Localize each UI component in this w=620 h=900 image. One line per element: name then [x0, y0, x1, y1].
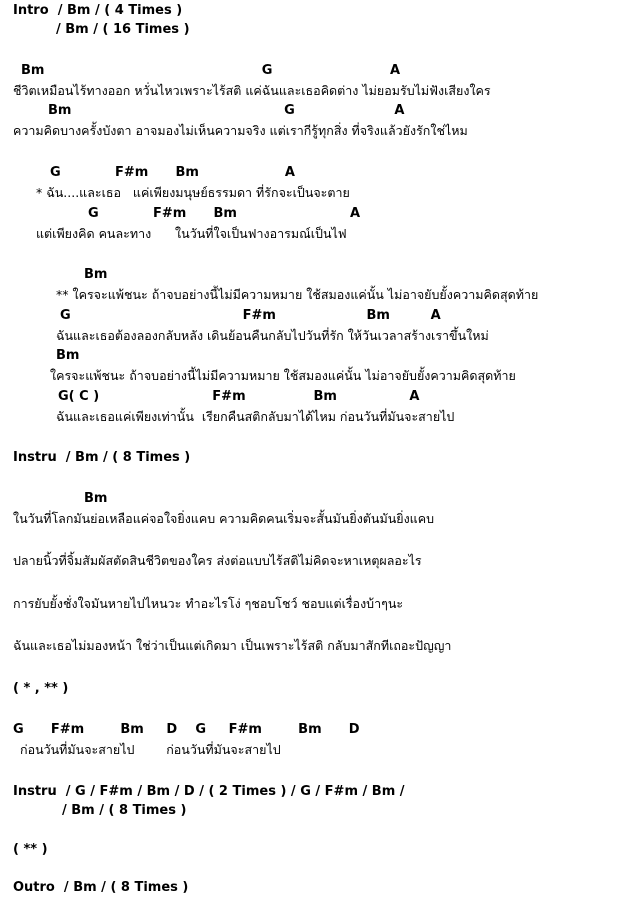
chord-line: Bm G A [48, 103, 405, 118]
chord-line: G F#m Bm A [50, 165, 295, 180]
lyric-line: ชีวิตเหมือนไร้ทางออก หวั่นไหวเพราะไร้สติ แค่ฉันและเธอคิดต่าง ไม่ยอมรับไม่ฟังเสียงใคร [13, 83, 491, 98]
chord-line: G F#m Bm A [88, 206, 361, 221]
outro-line: Outro / Bm / ( 8 Times ) [13, 880, 189, 895]
lyric-line: ปลายนิ้วที่จิ้มสัมผัสตัดสินชีวิตของใคร ส่งต่อแบบไร้สติไม่คิดจะหาเหตุผลอะไร [13, 553, 422, 568]
chord-line: Bm G A [21, 63, 401, 78]
chord-line: G F#m Bm D G F#m Bm D [13, 722, 360, 737]
lyric-line: การยับยั้งชั่งใจมันหายไปไหนวะ ทำอะไรโง่ ๆชอบโชว์ ชอบแต่เรื่องบ้าๆนะ [13, 596, 404, 611]
lyric-line: ความคิดบางครั้งบังตา อาจมองไม่เห็นความจริง แต่เรากีรู้ทุกสิ่ง ที่จริงแล้วยังรักใช่ไหม [13, 123, 468, 138]
repeat-marker: ( ** ) [13, 842, 48, 857]
lyric-line: ฉันและเธอไม่มองหน้า ใช่ว่าเป็นแต่เกิดมา เป็นเพราะไร้สติ กลับมาสักทีเถอะปัญญา [13, 638, 452, 653]
intro-line: Intro / Bm / ( 4 Times ) [13, 3, 183, 18]
lyric-line: ในวันที่โลกมันย่อเหลือแค่จอใจยิ่งแคบ ความคิดคนเริ่มจะสั้นมันยิ่งตันมันยิ่งแคบ [13, 511, 435, 526]
chord-line: G( C ) F#m Bm A [58, 389, 420, 404]
repeat-marker: ( * , ** ) [13, 681, 69, 696]
lyric-line: แต่เพียงคิด คนละทาง ในวันที่ใจเป็นฟางอารมณ์เป็นไฟ [36, 226, 347, 241]
chord-line: Bm [84, 267, 108, 282]
instru-line: Instru / Bm / ( 8 Times ) [13, 450, 191, 465]
lyric-line: ฉันและเธอต้องลองกลับหลัง เดินย้อนคืนกลับไปวันที่รัก ให้วันเวลาสร้างเราขึ้นใหม่ [56, 328, 489, 343]
instru-line: Instru / G / F#m / Bm / D / ( 2 Times ) / G / F#m / Bm / [13, 784, 405, 799]
lyric-line: ** ใครจะแพ้ชนะ ถ้าจบอย่างนี้ไม่มีความหมาย ใช้สมองแค่นั้น ไม่อาจยับยั้งความคิดสุดท้าย [56, 287, 539, 302]
chord-line: G F#m Bm A [60, 308, 441, 323]
lyric-line: ใครจะแพ้ชนะ ถ้าจบอย่างนี้ไม่มีความหมาย ใช้สมองแค่นั้น ไม่อาจยับยั้งความคิดสุดท้าย [50, 368, 516, 383]
instru-line-2: / Bm / ( 8 Times ) [62, 803, 187, 818]
lyric-line: ฉันและเธอแค่เพียงเท่านั้น เรียกคืนสติกลับมาได้ไหม ก่อนวันที่มันจะสายไป [56, 409, 455, 424]
intro-line-2: / Bm / ( 16 Times ) [56, 22, 190, 37]
chord-line: Bm [84, 491, 108, 506]
lyric-line: ก่อนวันที่มันจะสายไป ก่อนวันที่มันจะสายไป [20, 742, 281, 757]
chord-line: Bm [56, 348, 80, 363]
lyric-line: * ฉัน....และเธอ แค่เพียงมนุษย์ธรรมดา ที่รักจะเป็นจะตาย [36, 185, 350, 200]
